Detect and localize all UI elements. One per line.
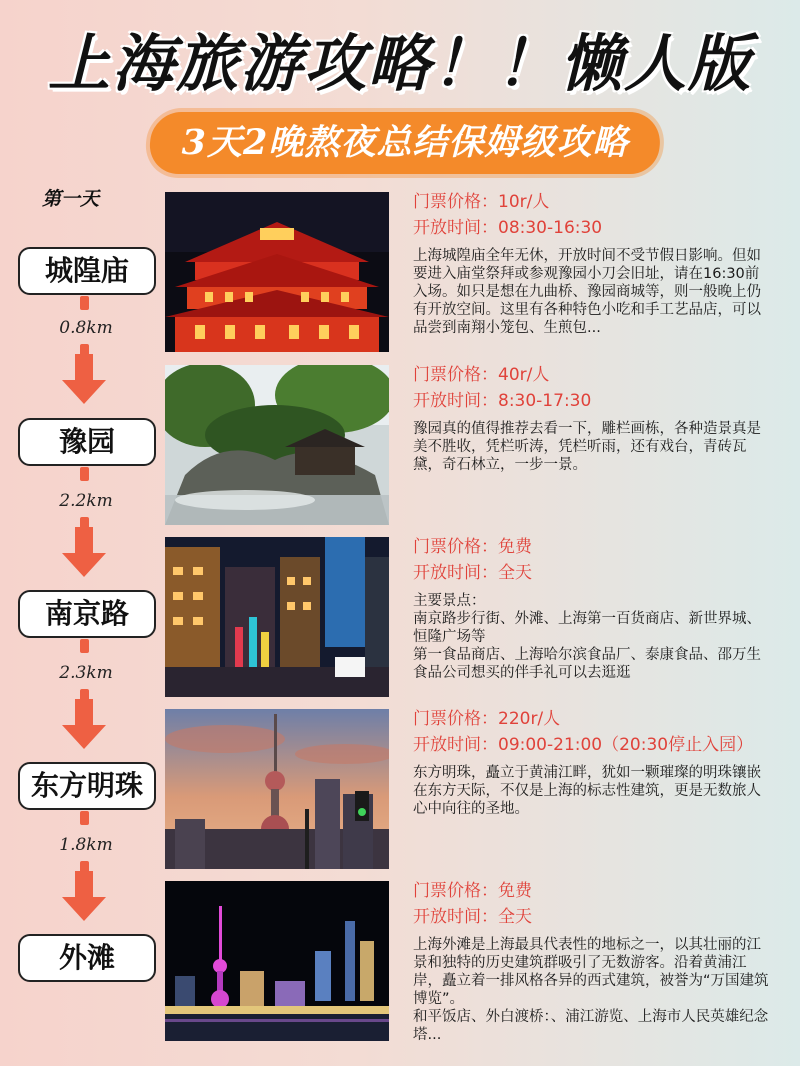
photo-yuyuan: [165, 365, 389, 525]
description-text: 南京路步行街、外滩、上海第一百货商店、新世界城、恒隆广场等: [413, 611, 761, 645]
info-dongfangmingzhu: [413, 706, 773, 818]
description-text: 和平饭店、外白渡桥：、浦江游览、上海市人民英雄纪念塔...: [413, 1009, 769, 1043]
ticket-price: 门票价格：10r/人: [413, 192, 550, 212]
photo-chenghuangmiao: [165, 192, 389, 352]
opening-hours: 开放时间：全天: [413, 907, 532, 927]
stop-label-chenghuangmiao: 城隍庙: [18, 247, 156, 295]
photo-dongfangmingzhu: [165, 709, 389, 869]
description: [413, 936, 773, 1044]
distance-label: 1.8km: [59, 835, 113, 855]
distance-label: 0.8km: [59, 318, 113, 338]
description-text: 豫园真的值得推荐去看一下，雕栏画栋，各种造景真是美不胜收，凭栏听涛，凭栏听雨，还有戏台，青砖瓦黛，奇石林立，一步一景。: [413, 421, 761, 473]
description-text: 主要景点：: [413, 593, 486, 609]
description-text: 第一食品商店、上海哈尔滨食品厂、泰康食品、邵万生食品公司想买的伴手礼可以去逛逛: [413, 647, 761, 681]
info-chenghuangmiao: [413, 189, 773, 337]
opening-hours: 开放时间：09:00-21:00（20:30停止入园）: [413, 735, 754, 755]
info-nanjinglu: [413, 534, 773, 682]
down-arrow-icon: [62, 354, 106, 406]
ticket-price: 门票价格：40r/人: [413, 365, 550, 385]
photo-nanjinglu: [165, 537, 389, 697]
distance-label: 2.2km: [59, 491, 113, 511]
down-arrow-icon: [62, 527, 106, 579]
ticket-price: 门票价格：220r/人: [413, 709, 561, 729]
photo-waitan: [165, 881, 389, 1041]
info-yuyuan: [413, 362, 773, 474]
page-subtitle: 3天2晚熬夜总结保姆级攻略: [181, 122, 629, 163]
stop-label-yuyuan: 豫园: [18, 418, 156, 466]
stop-label-dongfangmingzhu: 东方明珠: [18, 762, 156, 810]
distance-label: 2.3km: [59, 663, 113, 683]
stop-label-nanjinglu: 南京路: [18, 590, 156, 638]
description-text: 东方明珠，矗立于黄浦江畔，犹如一颗璀璨的明珠镶嵌在东方天际，不仅是上海的标志性建筑，更是无数旅人心中向往的圣地。: [413, 765, 761, 817]
description-text: 上海城隍庙全年无休，开放时间不受节假日影响。但如要进入庙堂祭拜或参观豫园小刀会旧址，请在16:30前入场。如只是想在九曲桥、豫园商城等，则一般晚上仍有开放空间。这里有各种特色小吃和手工艺品店，可以品尝到南翔小笼包、生煎包...: [413, 248, 761, 336]
page-title: 上海旅游攻略！！懒人版: [47, 27, 752, 100]
down-arrow-icon: [62, 871, 106, 923]
description: [413, 764, 773, 818]
down-arrow-icon: [62, 699, 106, 751]
info-waitan: [413, 878, 773, 1044]
description: [413, 592, 773, 682]
ticket-price: 门票价格：免费: [413, 881, 532, 901]
ticket-price: 门票价格：免费: [413, 537, 532, 557]
opening-hours: 开放时间：08:30-16:30: [413, 218, 603, 238]
opening-hours: 开放时间：全天: [413, 563, 532, 583]
opening-hours: 开放时间：8:30-17:30: [413, 391, 592, 411]
description-text: 上海外滩是上海最具代表性的地标之一，以其壮丽的江景和独特的历史建筑群吸引了无数游客。沿着黄浦江岸，矗立着一排风格各异的西式建筑，被誉为“万国建筑博览”。: [413, 937, 769, 1007]
description: [413, 420, 773, 474]
stop-label-waitan: 外滩: [18, 934, 156, 982]
day-label: 第一天: [42, 188, 100, 210]
description: [413, 247, 773, 337]
